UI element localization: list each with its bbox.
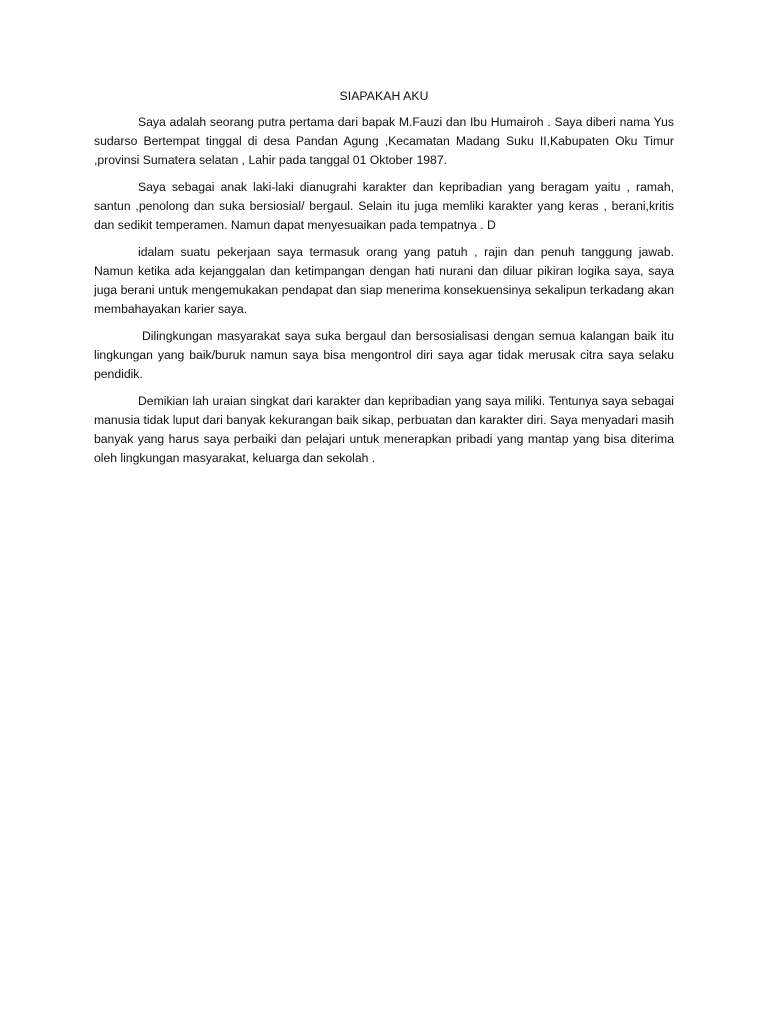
paragraph-4: Dilingkungan masyarakat saya suka bergaul dan bersosialisasi dengan semua kalangan baik itu lingkungan yang baik/buruk namun saya bisa mengontrol diri saya agar tidak merusak citra saya selaku pendidik. (94, 329, 674, 381)
paragraph-1: Saya adalah seorang putra pertama dari bapak M.Fauzi dan Ibu Humairoh . Saya diberi nama Yus sudarso Bertempat tinggal di desa Pandan Agung ,Kecamatan Madang Suku II,Kabupaten Oku Timur ,provinsi Sumatera selatan , Lahir pada tanggal 01 Oktober 1987. (94, 115, 674, 167)
paragraph-2: Saya sebagai anak laki-laki dianugrahi karakter dan kepribadian yang beragam yaitu , ramah, santun ,penolong dan suka bersiosial/ bergaul. Selain itu juga memliki karakter yang keras , berani,kritis dan sedikit temperamen. Namun dapat menyesuaikan pada tempatnya . D (94, 180, 674, 232)
paragraph-3: idalam suatu pekerjaan saya termasuk orang yang patuh , rajin dan penuh tanggung jawab. Namun ketika ada kejanggalan dan ketimpangan dengan hati nurani dan diluar pikiran logika saya, saya juga berani untuk mengemukakan pendapat dan siap menerima konsekuensinya sekalipun terkadang akan membahayakan karier saya. (94, 245, 674, 316)
document-title: SIAPAKAH AKU (339, 89, 429, 103)
document-body (94, 113, 674, 476)
paragraph-5: Demikian lah uraian singkat dari karakter dan kepribadian yang saya miliki. Tentunya saya sebagai manusia tidak luput dari banyak kekurangan baik sikap, perbuatan dan karakter diri. Saya menyadari masih banyak yang harus saya perbaiki dan pelajari untuk menerapkan pribadi yang mantap yang bisa diterima oleh lingkungan masyarakat, keluarga dan sekolah . (94, 394, 674, 465)
